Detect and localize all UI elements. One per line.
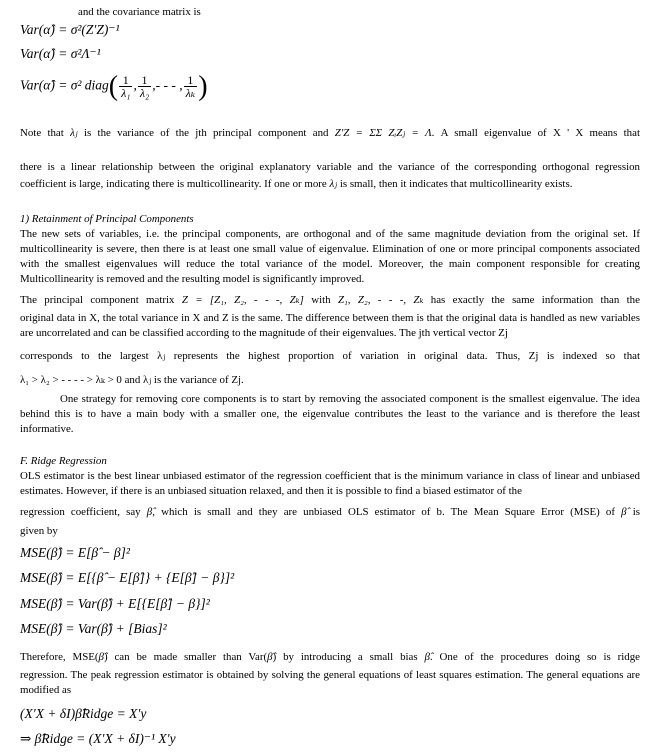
fraction-3: $\frac{1}{\text{λₖ}}$ — [185, 73, 196, 100]
note-line-3: coefficient is large, indicating there is multicollinearity. If one or more λⱼ is small, then it indicates that multicollinearity exists. — [20, 178, 573, 190]
equation-ridge-2: ⇒ β̂Ridge = (X′X + δI)⁻¹ X′y — [20, 731, 176, 746]
section-title-ridge: F. Ridge Regression — [20, 455, 107, 467]
therefore-line-1: Therefore, MSE(β̂) can be made smaller than Var(β̂) by introducing a small bias β̂. One of the procedures doing so is ridge — [20, 651, 641, 663]
section-title-retainment: 1) Retainment of Principal Components — [20, 213, 194, 225]
equation-mse-1: MSE(β̂) = E[β̂ − β]² — [20, 545, 130, 560]
equation-var-1: Var(α̂) = σ²(Z′Z)⁻¹ — [20, 22, 120, 37]
equation-mse-4: MSE(β̂) = Var(β̂) + [Bias]² — [20, 621, 167, 636]
fraction-1: $\frac{1}{\text{λ₁}}$ — [121, 73, 131, 100]
pcm-line-4: corresponds to the largest λⱼ represents the highest proportion of variation in original data. Thus, Zj is indexed so that — [20, 350, 640, 362]
therefore-paragraph: regression. The peak regression estimator is obtained by solving the general equations of least squares estimation. The general equations are modified as — [20, 669, 640, 696]
ridge-given-by: given by — [20, 525, 58, 537]
equation-var-diag-prefix: Var(α̂) = σ² diag — [20, 77, 109, 93]
equation-var-2: Var(α̂) = σ²Λ⁻¹ — [20, 46, 101, 61]
ridge-paragraph: OLS estimator is the best linear unbiased estimator of the regression coefficient that is the minimum variance in class of linear and unbiased estimates. However, if there is an unbiased situation relaxed, and then it is possible to find a biased estimator of the — [20, 470, 640, 497]
equation-mse-3: MSE(β̂) = Var(β̂) + E[{E[β̂] − β}]² — [20, 596, 210, 611]
fraction-2: $\frac{1}{\text{λ₂}}$ — [139, 73, 150, 100]
pcm-line-1: The principal component matrix Z = [Z₁, Z₂, - - -, Zₖ] with Z₁, Z₂, - - -, Zₖ has exactly the same information than the — [20, 294, 640, 306]
pcm-paragraph: original data in X, the total variance in X and Z is the same. The difference between them is that the original data is handled as new variables are uncorrelated and can be classified according to the magnitude of their eigenvalues. The jth vertical vector Zj — [20, 312, 640, 339]
equation-ridge-1: (X′X + δI)β̂Ridge = X′y — [20, 706, 147, 721]
equation-var-diag: Var(α̂) = σ² diag( $\frac{1}{\text{λ₁}}$ , $\frac{1}{\text{λ₂}}$ ,- - - , $\frac{1}{\text{λₖ}}$ ) — [20, 71, 208, 102]
strategy-paragraph: One strategy for removing core components is to start by removing the associated component is the smallest eigenvalue. The idea behind this is to have a main body with a smaller one, the eigenvalue contributes the least to the variance and is therefore the least informative. — [20, 393, 640, 435]
equation-mse-2: MSE(β̂) = E[{β̂ − E[β̂]} + {E[β̂] − β}]² — [20, 570, 235, 585]
ridge-line-mse: regression coefficient, say β̂, which is small and they are unbiased OLS estimator of b. The Mean Square Error (MSE) of β̂ is — [20, 506, 640, 518]
pcm-line-5: λ₁ > λ₂ > - - - - > λₖ > 0 and λⱼ is the variance of Zj. — [20, 374, 244, 386]
note-line-1: Note that λⱼ is the variance of the jth principal component and Z′Z = ΣΣ ZᵢZⱼ = Λ. A small eigenvalue of X ' X means that — [20, 127, 640, 139]
note-line-2: there is a linear relationship between the original explanatory variable and the variance of the corresponding orthogonal regression — [20, 161, 640, 173]
section-retainment-paragraph: The new sets of variables, i.e. the principal components, are orthogonal and of the same magnitude deviation from the original set. If multicollinearity is severe, then there is at least one small value of eigenvalue. Elimination of one or more principal components associated with the smallest eigenvalues will reduce the total variance of the model. Moreover, the main component responsible for creating Multicollinearity is removed and the resulting model is significantly improved. — [20, 228, 640, 285]
intro-line: and the covariance matrix is — [78, 6, 201, 18]
